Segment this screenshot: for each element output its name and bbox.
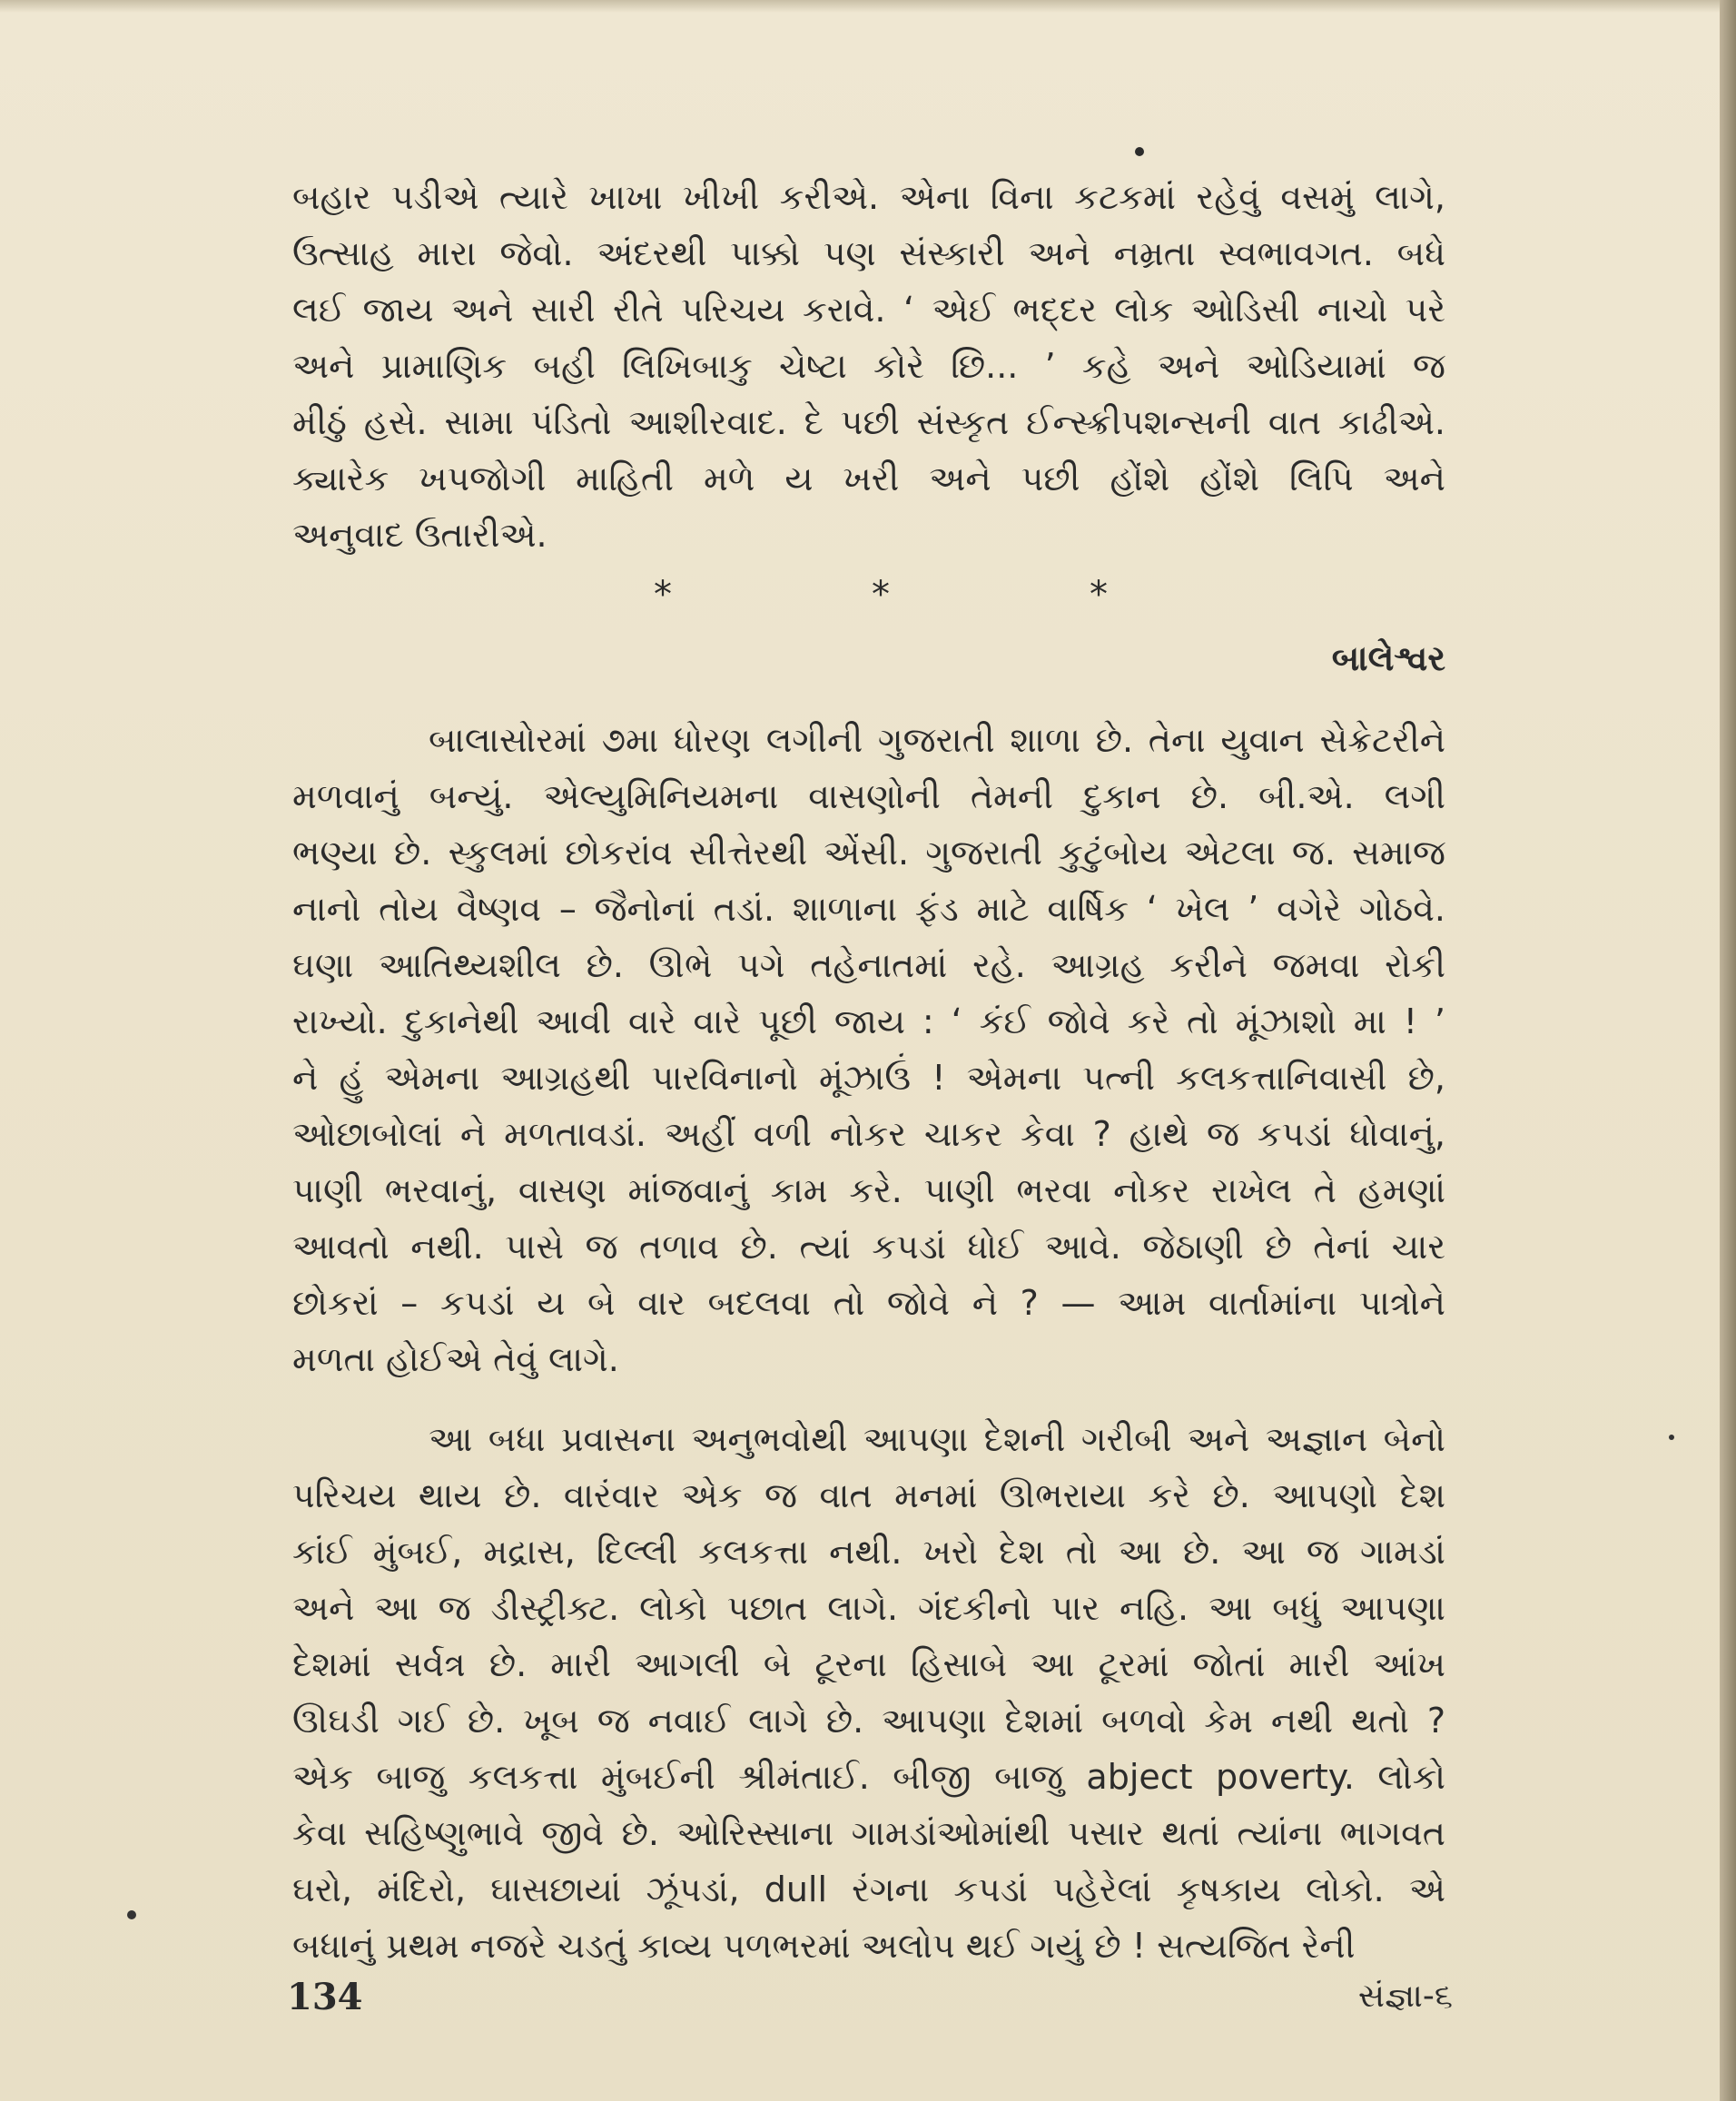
text-line: પાણી ભરવાનું, વાસણ માંજવાનું કામ કરે. પાણી ભરવા નોકર રાખેલ તે હમણાં	[292, 1170, 1445, 1210]
page-right-edge	[1720, 0, 1736, 2101]
text-line: મળવાનું બન્યું. એલ્યુમિનિયમના વાસણોની તેમની દુકાન છે. બી.એ. લગી	[292, 776, 1445, 816]
text-line: કાંઈ મુંબઈ, મદ્રાસ, દિલ્લી કલકત્તા નથી. ખરો દેશ તો આ છે. આ જ ગામડાં	[292, 1532, 1445, 1572]
text-line: અને પ્રામાણિક બહી લિખિબાકુ ચેષ્ટા કોરે છિ... ’ કહે અને ઓડિયામાં જ	[292, 346, 1445, 386]
text-line: આ બધા પ્રવાસના અનુભવોથી આપણા દેશની ગરીબી અને અજ્ઞાન બેનો	[429, 1419, 1445, 1459]
text-line: રાખ્યો. દુકાનેથી આવી વારે વારે પૂછી જાય : ‘ કંઈ જોવે કરે તો મૂંઝાશો મા ! ’	[292, 1001, 1445, 1041]
paragraph-3	[292, 1411, 1445, 1974]
text-line: ભણ્યા છે. સ્કુલમાં છોકરાંવ સીત્તેરથી એંસી. ગુજરાતી કુટુંબોય એટલા જ. સમાજ	[292, 833, 1445, 873]
text-line: ઊઘડી ગઈ છે. ખૂબ જ નવાઈ લાગે છે. આપણા દેશમાં બળવો કેમ નથી થતો ?	[292, 1701, 1445, 1741]
text-line: ક્યારેક ખપજોગી માહિતી મળે ય ખરી અને પછી હોંશે હોંશે લિપિ અને	[292, 459, 1445, 498]
text-line: ને હું એમના આગ્રહથી પારવિનાનો મૂંઝાઉં ! એમના પત્ની કલકત્તાનિવાસી છે,	[292, 1058, 1445, 1098]
paragraph-2	[292, 712, 1445, 1387]
text-line: બધાનું પ્રથમ નજરે ચડતું કાવ્ય પળભરમાં અલોપ થઈ ગયું છે ! સત્યજિત રેની	[292, 1926, 1356, 1966]
text-line: નાનો તોય વૈષ્ણવ – જૈનોનાં તડાં. શાળાના ફંડ માટે વાર્ષિક ‘ ખેલ ’ વગેરે ગોઠવે.	[292, 889, 1445, 929]
text-line: બહાર પડીએ ત્યારે ખાખા ખીખી કરીએ. એના વિના કટકમાં રહેવું વસમું લાગે,	[292, 177, 1445, 217]
text-line: એક બાજુ કલકત્તા મુંબઈની શ્રીમંતાઈ. બીજી બાજુ abject poverty. લોકો	[292, 1757, 1445, 1797]
ink-dot	[1669, 1435, 1674, 1440]
page-top-edge	[0, 0, 1736, 13]
text-line: આવતો નથી. પાસે જ તળાવ છે. ત્યાં કપડાં ધોઈ આવે. જેઠાણી છે તેનાં ચાર	[292, 1227, 1445, 1267]
text-line: અનુવાદ ઉતારીએ.	[292, 515, 547, 555]
text-line: કેવા સહિષ્ણુભાવે જીવે છે. ઓરિસ્સાના ગામડાંઓમાંથી પસાર થતાં ત્યાંના ભાગવત	[292, 1813, 1445, 1853]
text-line: ઘરો, મંદિરો, ઘાસછાયાં ઝૂંપડાં, dull રંગના કપડાં પહેરેલાં કૃષકાય લોકો. એ	[292, 1869, 1445, 1909]
text-line: બાલાસોરમાં ૭મા ધોરણ લગીની ગુજરાતી શાળા છે. તેના યુવાન સેક્રેટરીને	[429, 720, 1445, 760]
section-separator	[654, 574, 1108, 616]
text-line: દેશમાં સર્વત્ર છે. મારી આગલી બે ટૂરના હિસાબે આ ટૂરમાં જોતાં મારી આંખ	[292, 1644, 1445, 1684]
ink-dot	[1135, 147, 1144, 156]
text-line: મીઠું હસે. સામા પંડિતો આશીરવાદ. દે પછી સંસ્કૃત ઈન્સ્ક્રીપશન્સની વાત કાઢીએ.	[292, 402, 1445, 442]
separator-star: *	[654, 574, 672, 616]
text-line: અને આ જ ડીસ્ટ્રીક્ટ. લોકો પછાત લાગે. ગંદકીનો પાર નહિ. આ બધું આપણા	[292, 1588, 1445, 1628]
ink-dot	[127, 1910, 136, 1919]
separator-star: *	[1090, 574, 1108, 616]
page-number: 134	[287, 1976, 363, 2018]
section-heading: બાલેશ્વર	[1331, 638, 1445, 678]
separator-star: *	[872, 574, 890, 616]
text-line: ઓછાબોલાં ને મળતાવડાં. અહીં વળી નોકર ચાકર કેવા ? હાથે જ કપડાં ધોવાનું,	[292, 1114, 1445, 1154]
running-footer: સંજ્ઞા-૬	[1357, 1978, 1453, 2015]
text-line: મળતા હોઈએ તેવું લાગે.	[292, 1339, 619, 1379]
text-line: લઈ જાય અને સારી રીતે પરિચય કરાવે. ‘ એઈ ભદ્દર લોક ઓડિસી નાચો પરે	[292, 290, 1445, 330]
text-line: છોકરાં – કપડાં ય બે વાર બદલવા તો જોવે ને ? — આમ વાર્તામાંના પાત્રોને	[292, 1283, 1445, 1323]
text-line: ઉત્સાહ મારા જેવો. અંદરથી પાક્કો પણ સંસ્કારી અને નમ્રતા સ્વભાવગત. બધે	[292, 233, 1445, 273]
paragraph-1	[292, 169, 1445, 563]
text-line: ઘણા આતિથ્યશીલ છે. ઊભે પગે તહેનાતમાં રહે. આગ્રહ કરીને જમવા રોકી	[292, 945, 1445, 985]
text-line: પરિચય થાય છે. વારંવાર એક જ વાત મનમાં ઊભરાયા કરે છે. આપણો દેશ	[292, 1475, 1445, 1515]
